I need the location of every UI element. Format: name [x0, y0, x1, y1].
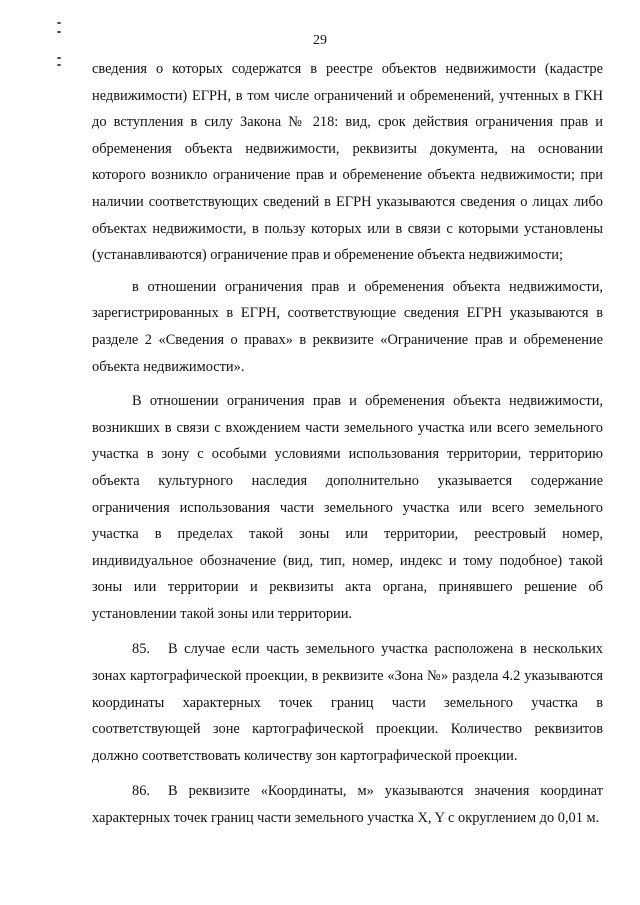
paragraph-text: В реквизите «Координаты, м» указываются значения координат характерных точек границ части земельного участка X, Y с округлением до 0,01 м.	[92, 783, 603, 827]
paragraph-number: 85.	[132, 641, 150, 658]
document-body	[92, 56, 603, 832]
paragraph-registered-restrictions: в отношении ограничения прав и обременения объекта недвижимости, зарегистрированных в ЕГРН, соответствующие сведения ЕГРН указываются в разделе 2 «Сведения о правах» в реквизите «Ограничение прав и обременение объекта недвижимости».	[92, 278, 603, 375]
scan-mark	[57, 57, 61, 59]
paragraph-continuation: сведения о которых содержатся в реестре объектов недвижимости (кадастре недвижимости) ЕГРН, в том числе ограничений и обременений, учтенных в ГКН до вступления в силу Закона № 218: вид, срок действия ограничения прав и обременения объекта недвижимости, реквизиты документа, на основании которого возникло ограничение прав и обременение объекта недвижимости; при наличии соответствующих сведений в ЕГРН указываются сведения о лицах либо объектах недвижимости, в пользу которых или в связи с которыми установлены (устанавливаются) ограничение прав и обременение объекта недвижимости;	[92, 61, 603, 264]
page-number: 29	[313, 33, 327, 48]
paragraph-number: 86.	[132, 783, 150, 800]
scan-mark	[57, 22, 61, 24]
scan-mark	[57, 64, 61, 66]
paragraph-86	[92, 778, 603, 831]
paragraph-special-zones: В отношении ограничения прав и обременения объекта недвижимости, возникших в связи с вхождением части земельного участка или всего земельного участка в зону с особыми условиями использования территории, территорию объекта культурного наследия дополнительно указывается содержание ограничения использования части земельного участка или всего земельного участка в пределах такой зоны или территории, реестровый номер, индивидуальное обозначение (вид, тип, номер, индекс и тому подобное) такой зоны или территории и реквизиты акта органа, принявшего решение об установлении такой зоны или территории.	[92, 393, 603, 622]
paragraph-text: В случае если часть земельного участка расположена в нескольких зонах картографической проекции, в реквизите «Зона №» раздела 4.2 указываются координаты характерных точек границ части земельного участка в соответствующей зоне картографической проекции. Количество реквизитов должно соответствовать количеству зон картографической проекции.	[92, 641, 603, 764]
paragraph-85	[92, 636, 603, 769]
